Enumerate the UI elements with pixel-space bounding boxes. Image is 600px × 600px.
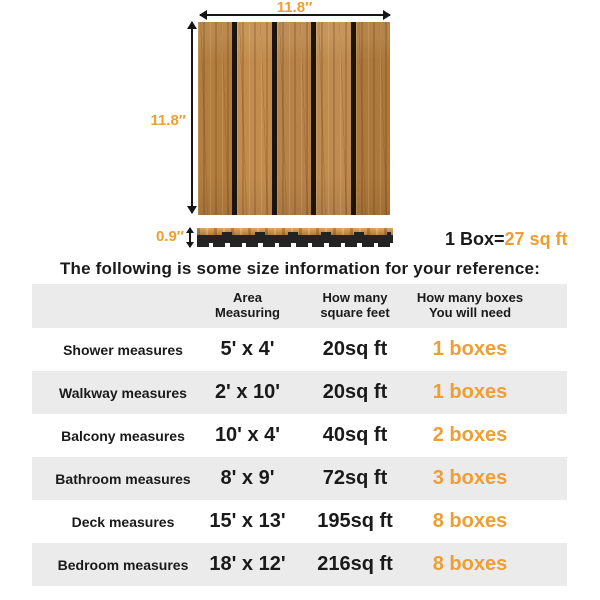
tile-width-label: 11.8″ <box>276 0 313 16</box>
box-coverage-prefix: 1 Box= <box>445 229 505 249</box>
table-row <box>32 328 567 371</box>
boxes-needed: 8 boxes <box>432 510 508 532</box>
area-sqft: 40sq ft <box>322 424 388 446</box>
thickness-arrow-icon <box>189 228 191 247</box>
section-heading: The following is some size information for your reference: <box>59 259 541 278</box>
boxes-needed: 8 boxes <box>432 553 508 575</box>
side-view-clips <box>199 232 391 236</box>
table-row <box>32 414 567 457</box>
header-area-measuring: Area Measuring <box>214 290 280 320</box>
area-sqft: 20sq ft <box>322 381 388 403</box>
width-arrow-icon <box>200 14 390 16</box>
area-size: 2' x 10' <box>214 381 281 403</box>
area-sqft: 72sq ft <box>322 467 388 489</box>
area-label: Walkway measures <box>59 384 187 401</box>
wood-plank <box>277 22 311 215</box>
size-reference-table <box>32 284 567 586</box>
area-label: Shower measures <box>63 341 183 358</box>
header-square-feet: How many square feet <box>320 290 390 320</box>
area-label: Deck measures <box>71 513 175 530</box>
wood-plank <box>316 22 350 215</box>
table-row <box>32 371 567 414</box>
side-view-plastic-base <box>197 235 393 243</box>
area-size: 15' x 13' <box>209 510 286 532</box>
area-label: Bedroom measures <box>57 556 189 573</box>
table-row <box>32 457 567 500</box>
header-boxes-needed: How many boxes You will need <box>416 290 524 320</box>
boxes-needed: 1 boxes <box>432 338 508 360</box>
wood-plank <box>356 22 390 215</box>
wood-plank <box>237 22 271 215</box>
tile-top-view-image <box>198 22 390 215</box>
table-row <box>32 500 567 543</box>
box-coverage-note <box>445 229 568 250</box>
area-size: 5' x 4' <box>220 338 275 360</box>
side-view-wood-layer <box>197 228 393 235</box>
area-sqft: 20sq ft <box>322 338 388 360</box>
tile-thickness-label: 0.9″ <box>155 228 184 245</box>
tile-side-view-image <box>197 228 393 247</box>
area-label: Bathroom measures <box>55 470 191 487</box>
area-label: Balcony measures <box>61 427 185 444</box>
table-header-row <box>32 284 567 328</box>
box-coverage-value: 27 sq ft <box>504 229 568 249</box>
side-view-feet <box>197 243 393 247</box>
tile-height-label: 11.8″ <box>150 112 186 129</box>
table-row <box>32 543 567 586</box>
boxes-needed: 2 boxes <box>432 424 508 446</box>
boxes-needed: 3 boxes <box>432 467 508 489</box>
area-size: 18' x 12' <box>209 553 286 575</box>
height-arrow-icon <box>191 22 193 213</box>
area-size: 8' x 9' <box>220 467 275 489</box>
area-sqft: 195sq ft <box>317 510 393 532</box>
area-sqft: 216sq ft <box>317 553 393 575</box>
area-size: 10' x 4' <box>214 424 281 446</box>
wood-plank <box>198 22 232 215</box>
boxes-needed: 1 boxes <box>432 381 508 403</box>
